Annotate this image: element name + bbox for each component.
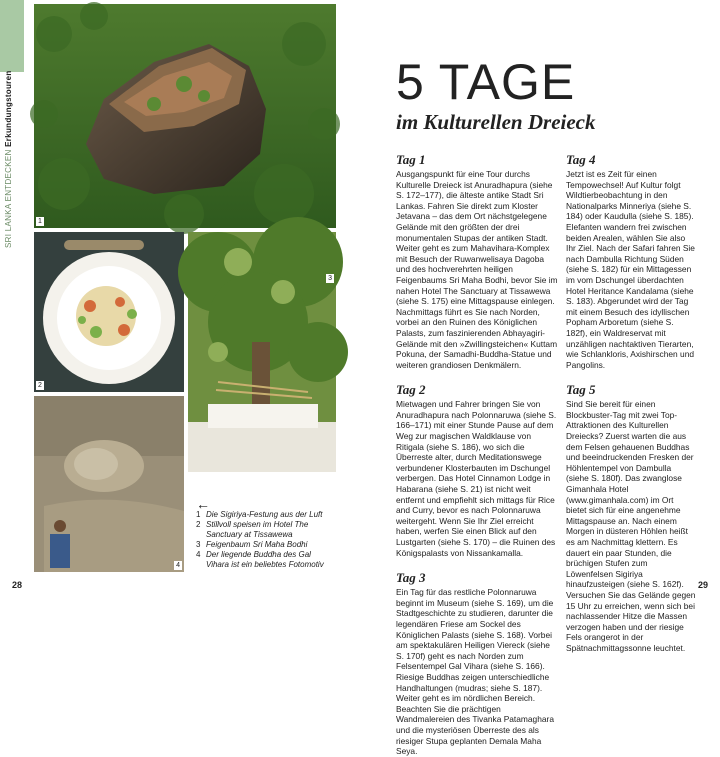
day-heading: Tag 3	[396, 570, 426, 586]
section-label	[4, 70, 20, 248]
photo-fig-tree	[188, 232, 336, 472]
section-tab	[0, 0, 24, 72]
text-column-2	[566, 152, 696, 653]
caption-item: 2 Stillvoll speisen im Hotel The Sanctuary at Tissawewa	[196, 520, 309, 539]
photo-number-1: 1	[38, 218, 42, 225]
day-heading: Tag 5	[566, 382, 596, 398]
day-text: Ausgangspunkt für eine Tour durchs Kulturelle Dreieck ist Anuradhapura (siehe S. 172–177), die älteste antike Stadt Sri Lankas. Fahren Sie direkt zum Kloster Jetavana – das dem Ort nächstgelegene Gelände mit den größten der drei monumentalen Stupas der antiken Stadt. Weiter geht es zum Mahavihara-Komplex mit Besuch der Ruwanwelisaya Dagoba und des hochverehrten heiligen Feigenbaums Sri Maha Bodhi, bevor Sie im nahen Hotel The Sanctuary at Tissawewa (siehe S. 175) eine Mittagspause einlegen. Nachmittags führt es Sie nach Norden, vorbei an den Ruinen des Königlichen Palasts, zum faszinierenden Abhayagiri-Gelände mit den »Zwillingsteichen« Kuttam Pokuna, der Samadhi-Buddha-Statue und weiteren grandiosen Denkmälern.	[396, 169, 558, 370]
photo-buddha	[34, 396, 184, 572]
day-heading: Tag 2	[396, 382, 426, 398]
photo-sigiriya	[34, 4, 336, 228]
page-subtitle: im Kulturellen Dreieck	[396, 110, 596, 134]
photo-food	[34, 232, 184, 392]
text-column-1	[396, 152, 558, 757]
day-text: Jetzt ist es Zeit für einen Tempowechsel! Auf Kultur folgt Wildtierbeobachtung in den Nationalparks Minneriya (siehe S. 184) oder Kaudulla (siehe S. 185). Elefanten wandern frei zwischen beiden Arealen, wählen Sie also Ihr Ziel. Nach der Safari fahren Sie nach Dambulla Richtung Süden (siehe S. 182) für ein Mittagessen im vom Dschungel überdachten Hotel Heritance Kandalama (siehe S. 183). Abgerundet wird der Tag mit einem Besuch des idyllischen Popham Arboretum (siehe S. 182f), ein Waldreservat mit unzähligen nachtaktiven Tierarten, wie Schlankloris, Axishirschen und Pangolins.	[566, 169, 695, 370]
page-number-left: 28	[12, 580, 23, 590]
day-text: Sind Sie bereit für einen Blockbuster-Tag mit zwei Top-Attraktionen des Kulturellen Dreiecks? Zuerst warten die aus dem Felsen gehauenen Buddhas und beeindruckenden Fresken der Höhlentempel von Dambulla (siehe S. 180f). Das zwanglose Gimanhala Hotel (www.gimanhala.com) im Ort bietet sich für eine angenehme Mittagspause an. Nach einem Morgen in düsteren Höhlen heißt es am Nachmittag klettern. Es dauert ein paar Stunden, die brüchigen Stufen zum Löwenfelsen Sigiriya hinaufzusteigen (siehe S. 162f). Versuchen Sie das Gelände gegen 15 Uhr zu erreichen, wenn sich bei nachlassender Hitze die Massen verzogen haben und der riesige Fels orangerot in der Spätnachmittagssonne leuchtet.	[566, 399, 696, 653]
day-heading: Tag 4	[566, 152, 596, 167]
day-text: Ein Tag für das restliche Polonnaruwa beginnt im Museum (siehe S. 169), um die Stadtgeschichte zu studieren, darunter die legendären Friese am Sockel des Königlichen Palasts (siehe S. 168). Vorbei am spektakulären Heiligen Viereck (siehe S. 170f) geht es nach Norden zum Felsentempel Gal Vihara (siehe S. 166). Riesige Buddhas zeigen unterschiedliche Handhaltungen (mudras; siehe S. 187). Weiter geht es im nördlichen Bereich. Beachten Sie die prächtigen Wandmalereien des Tivanka Patamaghara und die mysteriösen Überreste des als riesiger Stupa geplanten Demala Maha Seya.	[396, 587, 554, 757]
page-number-right: 29	[698, 580, 709, 590]
caption-item: 3 Feigenbaum Sri Maha Bodhi	[196, 540, 308, 549]
day-heading: Tag 1	[396, 152, 426, 167]
section-label-bold: Erkundungstouren	[4, 70, 13, 147]
day-text: Mietwagen und Fahrer bringen Sie von Anuradhapura nach Polonnaruwa (siehe S. 166–171) mit einer Stunde Pause auf dem Weg zur magischen Waldklause von Ritigala (siehe S. 186), wo sich die Überreste alter, durch Meditationswege verbundener Klosterbauten im Dschungel verbergen. Das Hotel Cinnamon Lodge in Habarana (siehe S. 21) ist nicht weit entfernt und empfiehlt sich mittags für Rice and Curry, bevor es nach Polonnaruwa weitergeht. Wenn Sie Ihr Ziel erreicht haben, werfen Sie einen Blick auf den Lustgarten (siehe S. 170) – die Ruinen des Königspalasts von Nissankamalla.	[396, 399, 557, 558]
photo-number-2: 2	[38, 382, 42, 389]
caption-item: 4 Der liegende Buddha des Gal Vihara ist ein beliebtes Fotomotiv	[196, 550, 324, 569]
photo-number-4: 4	[176, 562, 180, 569]
photo-number-3: 3	[328, 275, 332, 282]
caption-item: 1 Die Sigiriya-Festung aus der Luft	[196, 510, 323, 519]
section-label-light: SRI LANKA ENTDECKEN	[4, 149, 13, 248]
caption-list	[196, 510, 336, 570]
arrow-left-icon: ←	[196, 496, 210, 512]
page-title: 5 TAGE	[396, 54, 576, 110]
